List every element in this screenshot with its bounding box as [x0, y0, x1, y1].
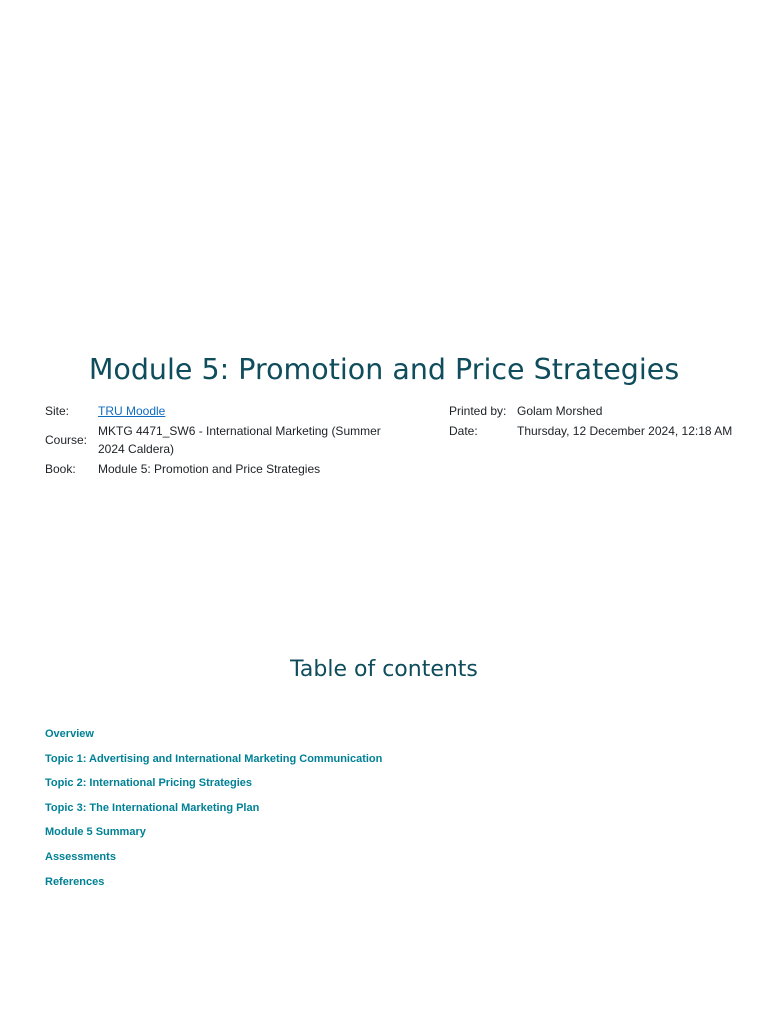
book-label: Book: [45, 462, 76, 476]
date-value: Thursday, 12 December 2024, 12:18 AM [517, 424, 733, 438]
date-row [449, 422, 749, 440]
site-label: Site: [45, 404, 70, 418]
book-info-right [449, 402, 749, 442]
toc-list [45, 724, 382, 896]
date-label: Date: [449, 424, 478, 438]
toc-item [45, 749, 382, 774]
toc-heading: Table of contents [290, 657, 478, 682]
toc-item [45, 847, 382, 872]
printed-by-row [449, 402, 749, 420]
course-value: MKTG 4471_SW6 - International Marketing (Summer 2024 Caldera) [98, 424, 381, 456]
toc-item [45, 822, 382, 847]
course-row [45, 422, 385, 458]
toc-link-module-summary[interactable]: Module 5 Summary [45, 826, 146, 839]
toc-link-topic-3[interactable]: Topic 3: The International Marketing Plan [45, 801, 260, 814]
toc-link-references[interactable]: References [45, 875, 105, 888]
toc-item [45, 724, 382, 749]
toc-item [45, 773, 382, 798]
book-value: Module 5: Promotion and Price Strategies [98, 462, 321, 476]
book-row [45, 460, 385, 478]
toc-item [45, 798, 382, 823]
course-label: Course: [45, 433, 88, 447]
toc-item [45, 872, 382, 897]
toc-link-overview[interactable]: Overview [45, 728, 94, 740]
toc-link-assessments[interactable]: Assessments [45, 850, 116, 863]
site-row [45, 402, 385, 420]
site-link[interactable]: TRU Moodle [98, 404, 166, 418]
toc-link-topic-2[interactable]: Topic 2: International Pricing Strategies [45, 777, 253, 790]
book-info-left [45, 402, 385, 480]
page-title: Module 5: Promotion and Price Strategies [88, 353, 680, 386]
printed-by-label: Printed by: [449, 404, 507, 418]
toc-link-topic-1[interactable]: Topic 1: Advertising and International Marketing Communication [45, 752, 383, 765]
printed-by-value: Golam Morshed [517, 404, 603, 418]
